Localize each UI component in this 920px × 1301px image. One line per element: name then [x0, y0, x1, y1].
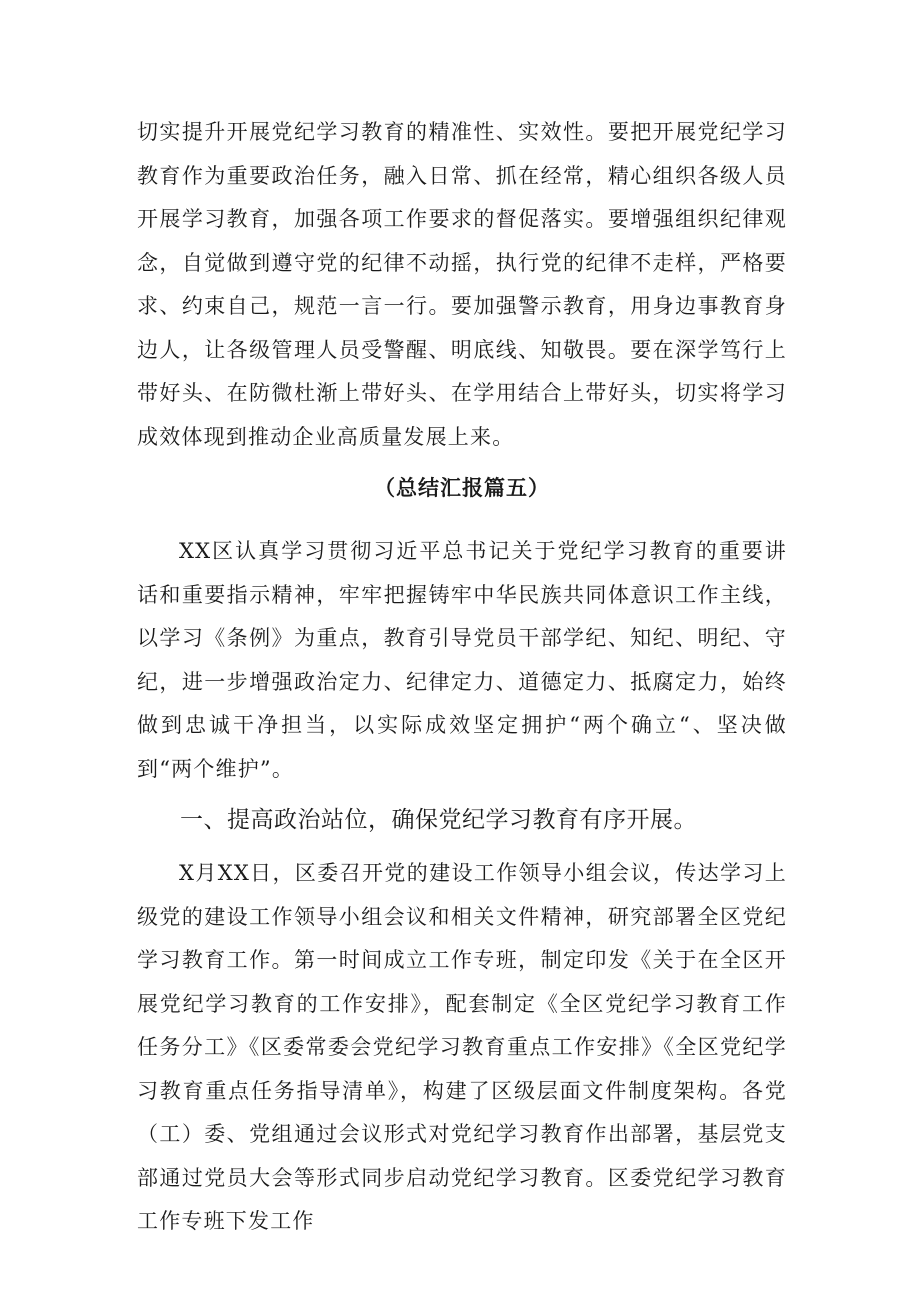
section-title: （总结汇报篇五）	[374, 475, 550, 500]
continued-paragraph: 切实提升开展党纪学习教育的精准性、实效性。要把开展党纪学习教育作为重要政治任务，融入日常、抓在经常，精心组织各级人员开展学习教育，加强各项工作要求的督促落实。要增强组织纪律观念，自觉做到遵守党的纪律不动摇，执行党的纪律不走样，严格要求、约束自己，规范一言一行。要加强警示教育，用身边事教育身边人，让各级管理人员受警醒、明底线、知敬畏。要在深学笃行上带好头、在防微杜渐上带好头、在学用结合上带好头，切实将学习成效体现到推动企业高质量发展上来。	[137, 120, 787, 449]
intro-paragraph: XX区认真学习贯彻习近平总书记关于党纪学习教育的重要讲话和重要指示精神，牢牢把握铸牢中华民族共同体意识工作主线，以学习《条例》为重点，教育引导党员干部学纪、知纪、明纪、守纪，进一步增强政治定力、纪律定力、道德定力、抵腐定力，始终做到忠诚干净担当，以实际成效坚定拥护“两个确立“、坚决做到“两个维护”。	[137, 539, 787, 781]
heading-1: 一、提高政治站位，确保党纪学习教育有序开展。	[180, 807, 697, 833]
body-paragraph: X月XX日，区委召开党的建设工作领导小组会议，传达学习上级党的建设工作领导小组会议和相关文件精神，研究部署全区党纪学习教育工作。第一时间成立工作专班，制定印发《关于在全区开展党纪学习教育的工作安排》，配套制定《全区党纪学习教育工作任务分工》《区委常委会党纪学习教育重点工作安排》《全区党纪学习教育重点任务指导清单》，构建了区级层面文件制度架构。各党（工）委、党组通过会议形式对党纪学习教育作出部署，基层党支部通过党员大会等形式同步启动党纪学习教育。区委党纪学习教育工作专班下发工作	[137, 861, 787, 1233]
